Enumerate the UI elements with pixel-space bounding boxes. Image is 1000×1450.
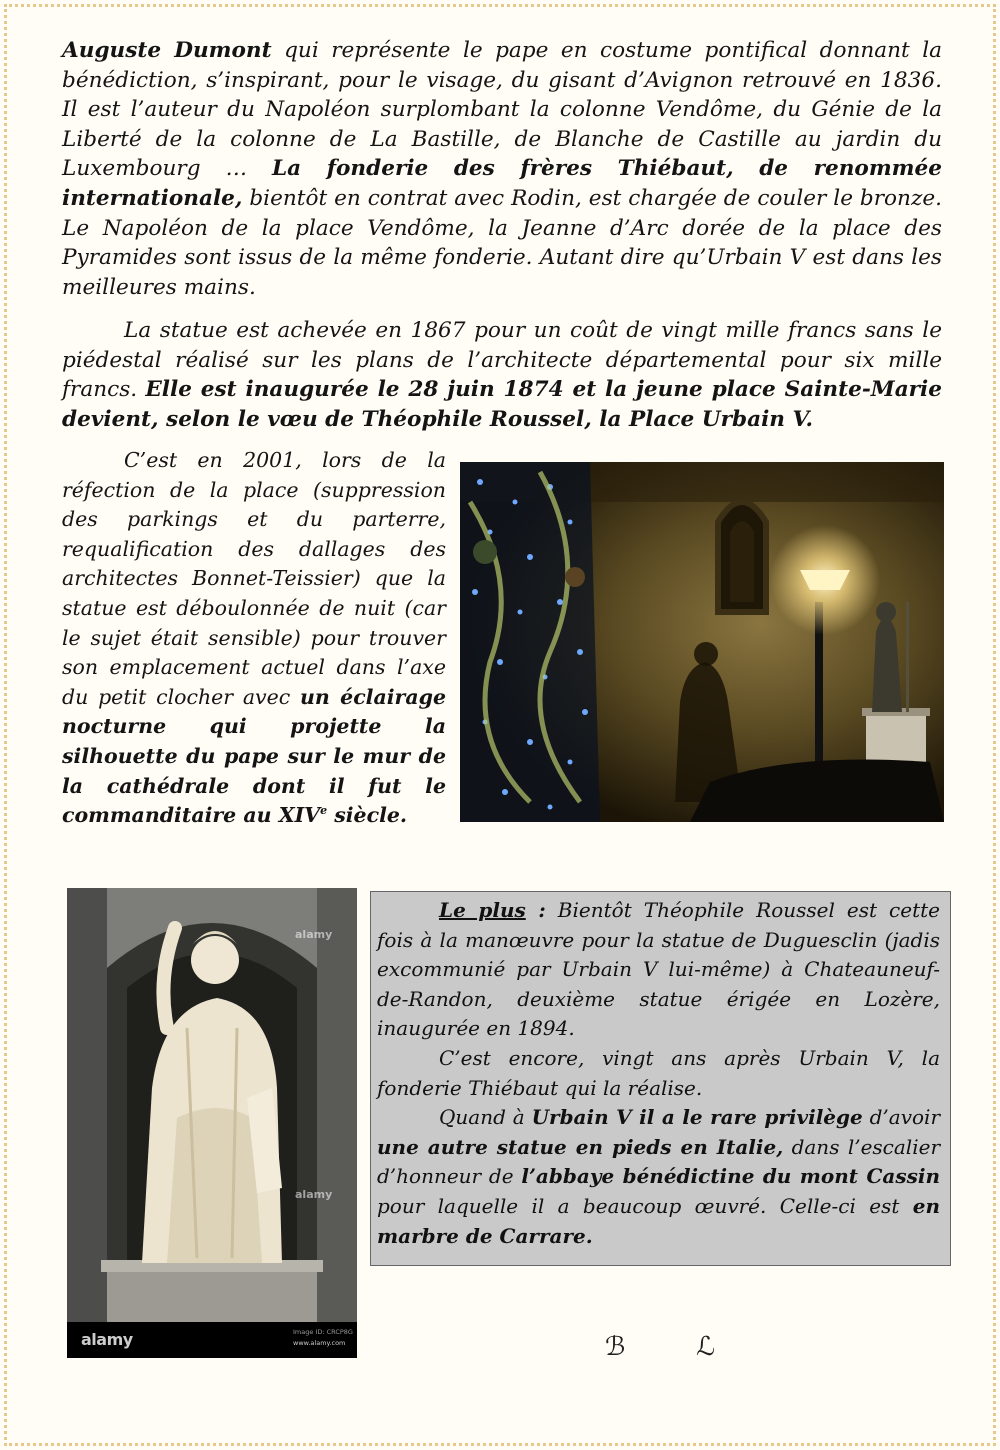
text-title-blanche: Blanche de Castille [555, 126, 781, 152]
photo-night-statue [460, 462, 944, 822]
paragraph-dumont [62, 36, 942, 302]
watermark: alamy [295, 928, 333, 941]
le-plus-paragraph-1 [377, 896, 940, 1044]
paragraph-inauguration [62, 316, 942, 434]
text: au jardin du Luxembourg … [62, 126, 943, 182]
text: dorée de la place des Pyramides sont issus de la même fonderie. Autant dire qu’Urbain V est dans les meilleures mains. [62, 215, 942, 300]
alamy-logo: alamy [81, 1330, 133, 1349]
text: d’avoir [862, 1105, 941, 1130]
watermark: alamy [295, 1188, 333, 1201]
alamy-website: www.alamy.com [293, 1339, 346, 1347]
superscript: e [320, 804, 328, 818]
text-title-genie: Génie de la Liberté [62, 97, 942, 152]
le-plus-box [370, 891, 951, 1266]
text-bold: une autre statue en pieds en Italie, [377, 1134, 784, 1159]
ornament-right-icon: ℒ [696, 1332, 715, 1362]
text: C’est en 2001, lors de la réfection de la place (suppression des parkings et du parterre, requalification des dallages des architectes Bonnet-Teissier) que la statue est déboulonnée de nuit (car le sujet était sensible) pour trouver son emplacement actuel dans l’axe du petit clocher avec [62, 448, 446, 709]
text: surplombant la colonne Vendôme, du [370, 97, 812, 123]
night-scene-illustration [460, 462, 944, 822]
le-plus-paragraph-3 [377, 1103, 940, 1251]
ornament-left-icon: ℬ [605, 1332, 626, 1362]
text: Bientôt Théophile Roussel est cette fois à la manœuvre pour la statue de Duguesclin (jadis excommunié par Urbain V lui-même) à Chateauneuf-de-Randon, deuxième statue érigée en Lozère, inaugurée en 1894. [377, 898, 940, 1041]
text-title-napoleon: Napoléon [102, 215, 208, 241]
text: dans l’escalier d’honneur de [377, 1134, 940, 1189]
text-bold: en marbre de Carrare. [377, 1193, 940, 1248]
text: Quand à [439, 1105, 532, 1130]
text: qui représente le pape en costume pontifical donnant la bénédiction, s’inspirant, pour le visage, du gisant d’Avignon retrouvé en 1836. Il est l’auteur du [62, 38, 942, 123]
text-bold: : [525, 898, 546, 922]
le-plus-paragraph-2: C’est encore, vingt ans après Urbain V, la fonderie Thiébaut qui la réalise. [377, 1045, 940, 1100]
text-bold: La fonderie des frères Thiébaut, de renommée internationale, [62, 156, 942, 211]
text-bold: un éclairage nocturne qui projette la silhouette du pape sur le mur de la cathédrale dont il fut le commanditaire au XIV [62, 684, 446, 828]
text-bold: l’abbaye bénédictine du mont Cassin [521, 1164, 940, 1189]
le-plus-text [377, 896, 940, 1251]
alamy-footer-bar [67, 1322, 357, 1358]
paragraph-2001 [62, 446, 446, 831]
marble-statue-illustration [67, 888, 357, 1322]
end-ornament [605, 1332, 715, 1362]
text-bold: Urbain V il a le rare privilège [531, 1105, 863, 1130]
text-title-napoleon: Napoléon [265, 97, 371, 123]
text-bold: siècle. [327, 803, 408, 828]
text: de la place Vendôme, la [207, 215, 522, 241]
text-title-jeanne: Jeanne d’Arc [521, 215, 669, 241]
photo-marble-statue [67, 888, 357, 1358]
text: de la colonne de La Bastille, de [141, 126, 556, 152]
image-id: Image ID: CRCP8G [293, 1328, 353, 1336]
text: pour laquelle il a beaucoup œuvré. Celle-ci est [377, 1193, 913, 1218]
text-bold: Auguste Dumont [62, 38, 272, 63]
text-bold: Elle est inaugurée le 28 juin 1874 et la jeune place Sainte-Marie devient, selon le vœu de Théophile Roussel, la Place Urbain V. [62, 377, 943, 432]
le-plus-title: Le plus [439, 898, 526, 922]
text: bientôt en contrat avec Rodin, est chargée de couler le bronze. Le [62, 185, 942, 241]
text: La statue est achevée en 1867 pour un coût de vingt mille francs sans le piédestal réalisé sur les plans de l’architecte départemental pour six mille francs. [62, 318, 942, 403]
